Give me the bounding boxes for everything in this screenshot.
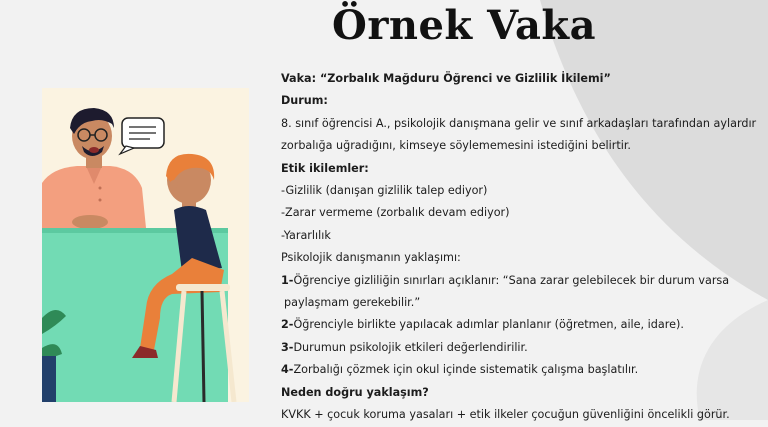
status-line-2: zorbalığa uğradığını, kimseye söylememesini istediğini belirtir. [281, 139, 631, 153]
step-text: Zorbalığı çözmek için okul içinde sistematik çalışma başlatılır. [293, 363, 639, 377]
step-text: Öğrenciye gizliliğin sınırları açıklanır: “Sana zarar gelebilecek bir durum varsa [293, 273, 730, 287]
step-number: 4- [281, 363, 294, 377]
step-number: 2- [281, 318, 294, 332]
step-text: Durumun psikolojik etkileri değerlendirilir. [293, 340, 528, 354]
step-item [281, 270, 759, 292]
why-text: KVKK + çocuk koruma yasaları + etik ilkeler çocuğun güvenliğini öncelikli görür. [281, 408, 730, 422]
step-text: paylaşmam gerekebilir.” [284, 296, 421, 310]
dilemma-item: -Zarar vermeme (zorbalık devam ediyor) [281, 206, 510, 220]
why-label: Neden doğru yaklaşım? [281, 385, 429, 399]
status-label: Durum: [281, 94, 328, 108]
step-number: 3- [281, 340, 294, 354]
slide-title: Örnek Vaka [331, 2, 596, 49]
dilemma-item: -Yararlılık [281, 228, 331, 242]
step-item [281, 359, 759, 381]
dilemma-item: -Gizlilik (danışan gizlilik talep ediyor) [281, 184, 488, 198]
step-item [281, 292, 759, 314]
case-heading: Vaka: “Zorbalık Mağduru Öğrenci ve Gizlilik İkilemi” [281, 72, 611, 85]
counselor-and-student-illustration [42, 88, 249, 402]
step-item [281, 337, 759, 359]
step-text: Öğrenciyle birlikte yapılacak adımlar planlanır (öğretmen, aile, idare). [293, 318, 684, 332]
approach-label: Psikolojik danışmanın yaklaşımı: [281, 251, 461, 265]
dilemmas-label: Etik ikilemler: [281, 161, 369, 175]
status-line-1: 8. sınıf öğrencisi A., psikolojik danışmana gelir ve sınıf arkadaşları tarafından aylardır [281, 116, 757, 130]
step-number: 1- [281, 273, 294, 287]
step-item [281, 314, 759, 336]
case-content [281, 68, 759, 427]
